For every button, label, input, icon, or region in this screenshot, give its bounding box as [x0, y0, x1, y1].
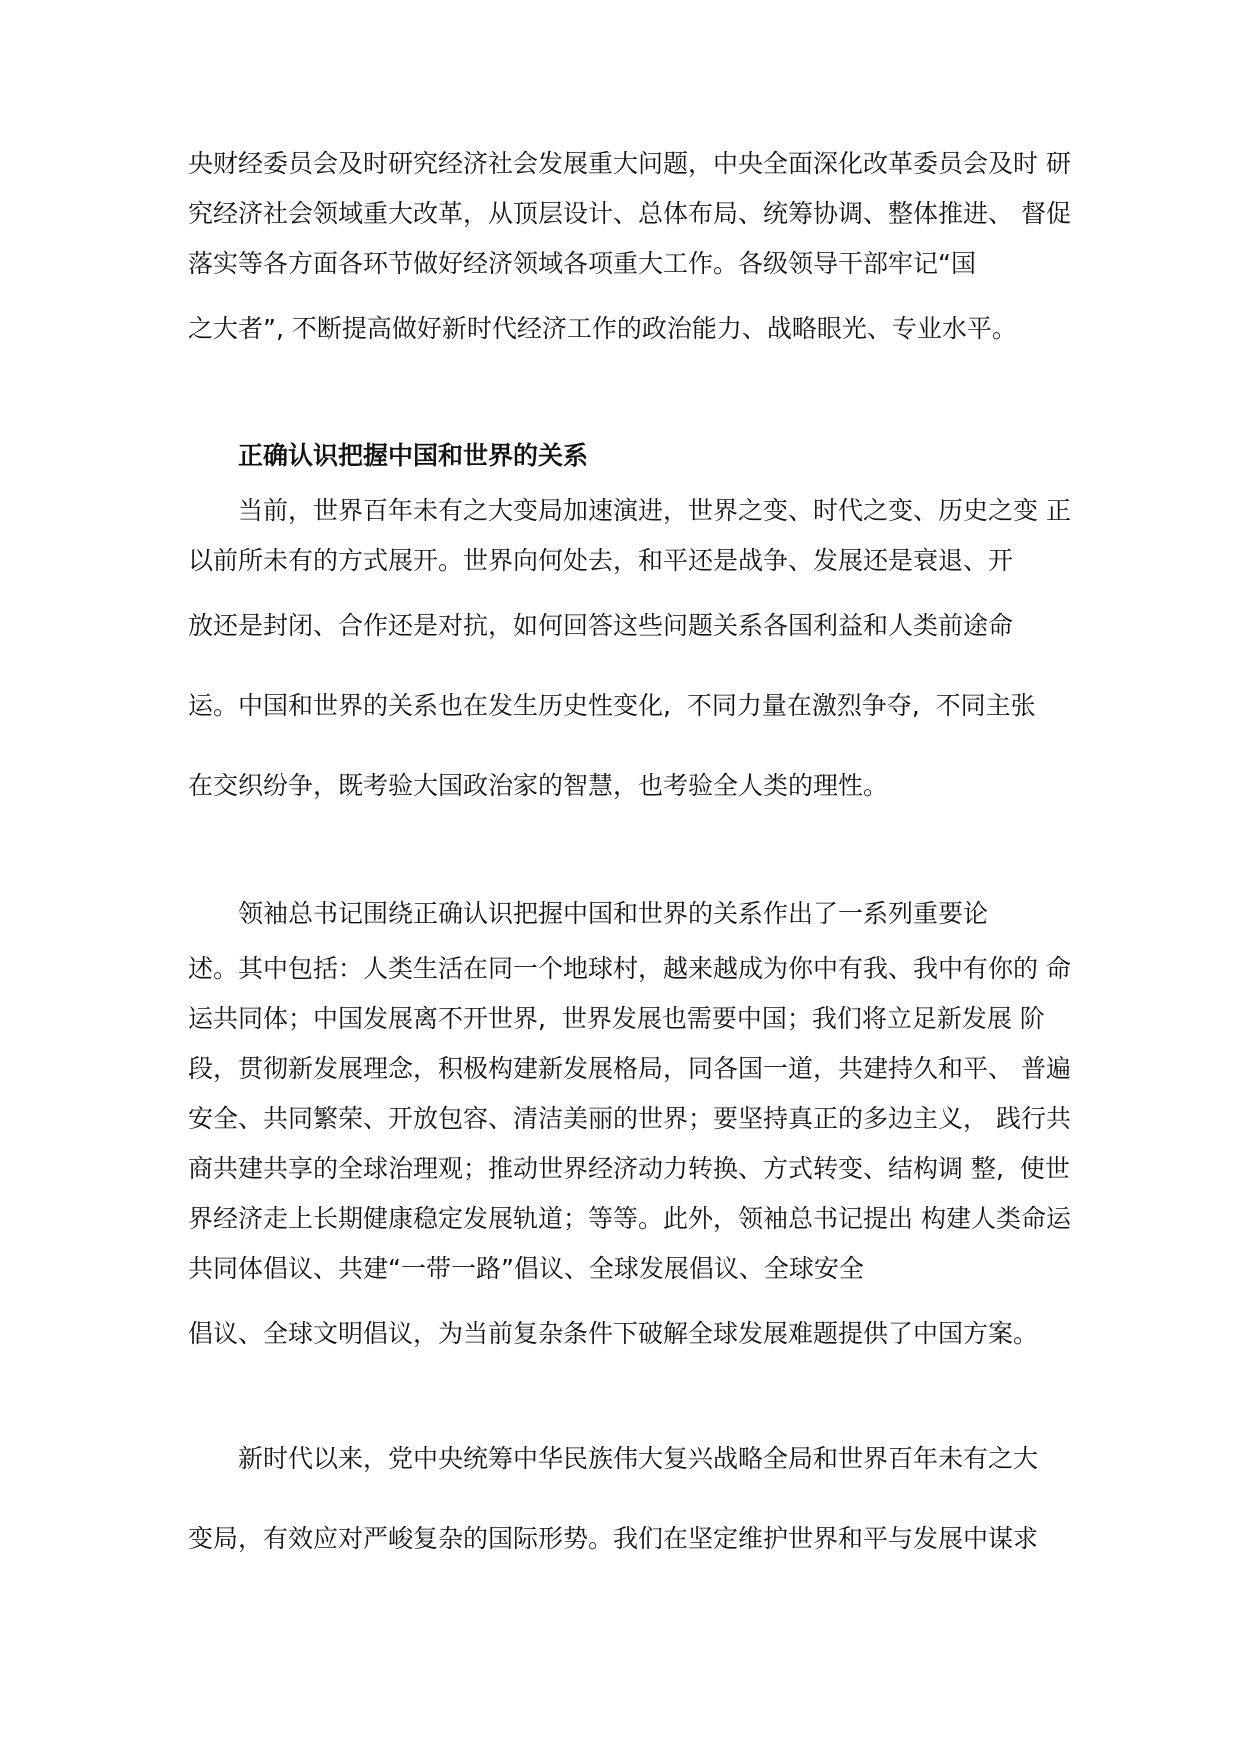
- paragraph-line: 当前，世界百年未有之大变局加速演进，世界之变、时代之变、历史之变 正: [238, 496, 1071, 525]
- paragraph-line: 变局，有效应对严峻复杂的国际形势。我们在坚定维护世界和平与发展中谋求: [188, 1524, 1039, 1553]
- paragraph-line: 安全、共同繁荣、开放包容、清洁美丽的世界；要坚持真正的多边主义， 践行共: [188, 1104, 1071, 1133]
- paragraph-line: 央财经委员会及时研究经济社会发展重大问题，中央全面深化改革委员会及时 研: [188, 149, 1071, 178]
- paragraph-line: 以前所未有的方式展开。世界向何处去，和平还是战争、发展还是衰退、开: [188, 546, 1014, 575]
- paragraph-line: 段，贯彻新发展理念，积极构建新发展格局，同各国一道，共建持久和平、 普遍: [188, 1054, 1071, 1083]
- paragraph-line: 运共同体；中国发展离不开世界, 世界发展也需要中国；我们将立足新发展 阶: [188, 1004, 1045, 1033]
- paragraph-line: 放还是封闭、合作还是对抗，如何回答这些问题关系各国利益和人类前途命: [188, 611, 1014, 640]
- paragraph-line: 共同体倡议、共建“一带一路”倡议、全球发展倡议、全球安全: [188, 1254, 864, 1283]
- paragraph-line: 述。其中包括：人类生活在同一个地球村，越来越成为你中有我、我中有你的 命: [188, 954, 1071, 983]
- paragraph-line: 在交织纷争，既考验大国政治家的智慧，也考验全人类的理性。: [188, 771, 889, 800]
- paragraph-line: 之大者”, 不断提高做好新时代经济工作的政治能力、战略眼光、专业水平。: [188, 314, 1017, 343]
- paragraph-line: 领袖总书记围绕正确认识把握中国和世界的关系作出了一系列重要论: [238, 899, 989, 928]
- paragraph-line: 落实等各方面各环节做好经济领域各项重大工作。各级领导干部牢记“国: [188, 249, 976, 278]
- paragraph-line: 运。中国和世界的关系也在发生历史性变化, 不同力量在激烈争夺, 不同主张: [188, 691, 1036, 720]
- paragraph-line: 究经济社会领域重大改革，从顶层设计、总体布局、统筹协调、整体推进、 督促: [188, 199, 1071, 228]
- paragraph-line: 新时代以来，党中央统筹中华民族伟大复兴战略全局和世界百年未有之大: [238, 1444, 1039, 1473]
- paragraph-line: 倡议、全球文明倡议，为当前复杂条件下破解全球发展难题提供了中国方案。: [188, 1319, 1039, 1348]
- paragraph-line: 商共建共享的全球治理观；推动世界经济动力转换、方式转变、结构调 整, 使世: [188, 1154, 1070, 1183]
- section-heading: 正确认识把握中国和世界的关系: [238, 441, 589, 470]
- paragraph-line: 界经济走上长期健康稳定发展轨道；等等。此外，领袖总书记提出 构建人类命运: [188, 1204, 1071, 1233]
